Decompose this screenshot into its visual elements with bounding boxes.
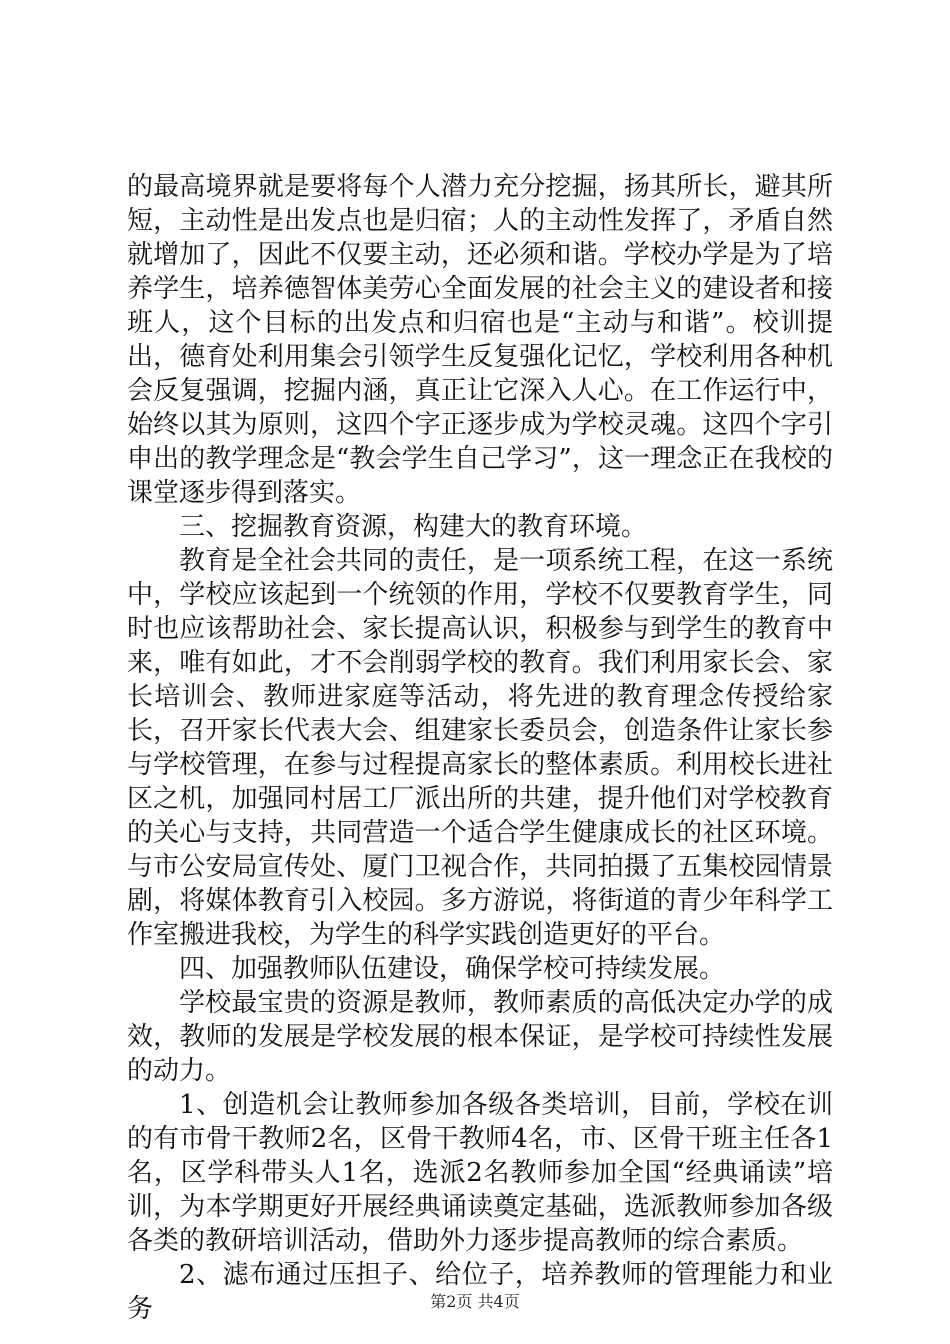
- paragraph-education-environment: 教育是全社会共同的责任，是一项系统工程，在这一系统中，学校应该起到一个统领的作用，学校不仅要教育学生，同时也应该帮助社会、家长提高认识，积极参与到学生的教育中来，唯有如此，才不会削弱学校的教育。我们利用家长会、家长培训会、教师进家庭等活动，将先进的教育理念传授给家长，召开家长代表大会、组建家长委员会，创造条件让家长参与学校管理，在参与过程提高家长的整体素质。利用校长进社区之机，加强同村居工厂派出所的共建，提升他们对学校教育的关心与支持，共同营造一个适合学生健康成长的社区环境。与市公安局宣传处、厦门卫视合作，共同拍摄了五集校园情景剧，将媒体教育引入校园。多方游说，将街道的青少年科学工作室搬进我校，为学生的科学实践创造更好的平台。: [127, 546, 833, 950]
- paragraph-item-1: 1、创造机会让教师参加各级各类培训，目前，学校在训的有市骨干教师2名，区骨干教师4名，市、区骨干班主任各1名，区学科带头人1名，选派2名教师参加全国“经典诵读”培训，为本学期更好开展经典诵读奠定基础，选派教师参加各级各类的教研培训活动，借助外力逐步提高教师的综合素质。: [127, 1090, 833, 1256]
- paragraph-continuation: 的最高境界就是要将每个人潜力充分挖掘，扬其所长，避其所短，主动性是出发点也是归宿；人的主动性发挥了，矛盾自然就增加了，因此不仅要主动，还必须和谐。学校办学是为了培养学生，培养德智体美劳心全面发展的社会主义的建设者和接班人，这个目标的出发点和归宿也是“主动与和谐”。校训提出，德育处利用集会引领学生反复强化记忆，学校利用各种机会反复强调，挖掘内涵，真正让它深入人心。在工作运行中，始终以其为原则，这四个字正逐步成为学校灵魂。这四个字引申出的教学理念是“教会学生自己学习”，这一理念正在我校的课堂逐步得到落实。: [127, 172, 833, 508]
- paragraph-teacher-resource: 学校最宝贵的资源是教师，教师素质的高低决定办学的成效，教师的发展是学校发展的根本保证，是学校可持续性发展的动力。: [127, 988, 833, 1086]
- paragraph-item-2: 2、滤布通过压担子、给位子，培养教师的管理能力和业务: [127, 1260, 833, 1324]
- section-heading-4: 四、加强教师队伍建设，确保学校可持续发展。: [179, 954, 726, 984]
- section-heading-3: 三、挖掘教育资源，构建大的教育环境。: [179, 512, 648, 542]
- document-body: [127, 170, 833, 1326]
- page-footer: 第2页 共4页: [430, 1292, 520, 1311]
